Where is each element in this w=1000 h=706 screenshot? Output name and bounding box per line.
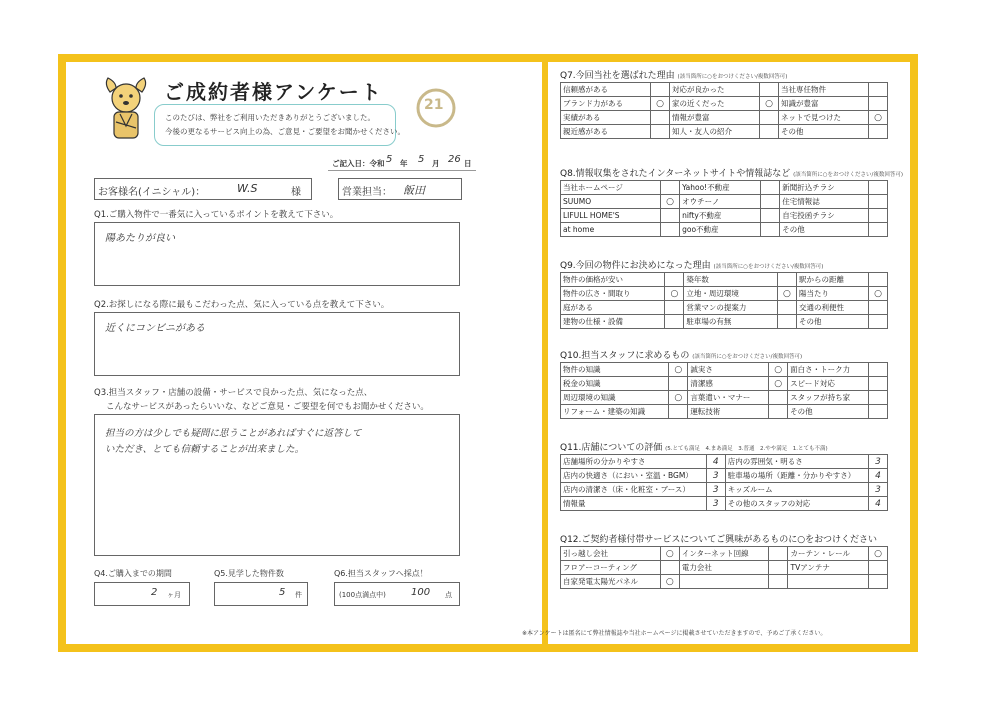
q3-answer-box[interactable] [94,414,460,556]
q7-question: Q7.今回当社を選ばれた理由 (該当箇所に○をおつけください/複数回答可) [560,71,788,81]
option-row [561,223,888,237]
option-mark[interactable] [869,315,888,329]
option-mark[interactable]: 3 [869,483,888,497]
option-mark[interactable] [769,547,788,561]
option-label: nifty不動産 [680,209,761,223]
option-label: キッズルーム [725,483,868,497]
option-row [561,561,888,575]
option-label: Yahoo!不動産 [680,181,761,195]
option-label: 引っ越し会社 [561,547,661,561]
option-label: 物件の広さ・間取り [561,287,665,301]
q4-value: 2 [151,587,158,598]
q2-answer-box[interactable] [94,312,460,376]
option-label: at home [561,223,661,237]
fill-date-day: 26 [448,154,461,165]
option-mark[interactable] [651,111,670,125]
option-label: 清潔感 [688,377,769,391]
option-label: 駅からの距離 [796,273,868,287]
staff-name: 飯田 [403,184,425,197]
staff-label: 営業担当： [342,187,392,198]
option-label: その他 [779,125,869,139]
option-label: ネットで見つけた [779,111,869,125]
option-mark[interactable]: 4 [869,469,888,483]
option-mark[interactable] [869,561,888,575]
option-label: 住宅情報誌 [780,195,869,209]
option-row [561,575,888,589]
fill-date-month: 5 [418,154,425,165]
option-mark[interactable] [661,223,680,237]
option-mark[interactable]: 3 [706,483,725,497]
option-label: 駐車場の有無 [684,315,778,329]
survey-sheet [58,54,918,652]
option-mark[interactable] [665,273,684,287]
q10-question: Q10.担当スタッフに求めるもの (該当箇所に○をおつけください/複数回答可) [560,351,803,361]
option-label: 陽当たり [796,287,868,301]
q8-table [560,180,888,237]
option-row [561,497,888,511]
option-label: TVアンテナ [788,561,869,575]
option-label: その他 [796,315,868,329]
q8-question: Q8.情報収集をされたインターネットサイトや情報誌など (該当箇所に○をおつけください/複数回答可) [560,169,903,179]
option-label: 情報量 [561,497,707,511]
option-label: 立地・周辺環境 [684,287,778,301]
option-mark[interactable] [869,195,888,209]
option-label: 周辺環境の知識 [561,391,669,405]
q6-answer-box[interactable] [334,582,460,606]
q12-question: Q12.ご契約者様付帯サービスについてご興味があるものに○をおつけください [560,535,877,545]
option-label: 新聞折込チラシ [780,181,869,195]
customer-suffix: 様 [291,187,301,198]
option-label [788,575,869,589]
option-label: 誠実さ [688,363,769,377]
option-row [561,195,888,209]
option-label: 店内の清潔さ（床・化粧室・ブース） [561,483,707,497]
option-label: オウチーノ [680,195,761,209]
option-mark[interactable]: ○ [660,575,679,589]
option-label: 店内の雰囲気・明るさ [725,455,868,469]
q11-table [560,454,888,511]
option-mark[interactable] [869,83,888,97]
option-mark[interactable] [665,315,684,329]
q1-answer-box[interactable] [94,222,460,286]
option-mark[interactable] [669,377,688,391]
option-label: フロアーコーティング [561,561,661,575]
option-mark[interactable] [760,111,779,125]
option-mark[interactable] [651,125,670,139]
option-row [561,111,888,125]
staff-field[interactable] [338,178,462,200]
fill-date-year: 5 [386,154,393,165]
option-mark[interactable] [761,209,780,223]
option-mark[interactable]: ○ [760,97,779,111]
dog-mascot-icon [96,70,156,142]
option-mark[interactable]: ○ [769,377,788,391]
greeting-bubble [154,104,405,146]
option-mark[interactable] [869,97,888,111]
customer-field[interactable] [94,178,312,200]
option-mark[interactable]: ○ [651,97,670,111]
q6-value: 100 [411,587,431,598]
option-mark[interactable] [869,125,888,139]
option-row [561,405,888,419]
q2-answer: 近くにコンビニがある [105,323,205,334]
option-mark[interactable] [869,391,888,405]
option-label: 自家発電太陽光パネル [561,575,661,589]
q3-question-line-1: Q3.担当スタッフ・店舗の設備・サービスで良かった点、気になった点、 [94,388,373,398]
option-label: その他 [788,405,869,419]
option-label: 面白さ・トーク力 [788,363,869,377]
option-mark[interactable]: ○ [661,195,680,209]
option-mark[interactable] [777,315,796,329]
option-mark[interactable] [869,223,888,237]
option-label: 知識が豊富 [779,97,869,111]
option-label: goo不動産 [680,223,761,237]
option-label: 自宅投函チラシ [780,209,869,223]
q9-table [560,272,888,329]
survey-title: ご成約者様アンケート [164,80,383,104]
option-mark[interactable]: 3 [706,469,725,483]
option-mark[interactable]: ○ [869,287,888,301]
q2-question: Q2.お探しになる際に最もこだわった点、気に入っている点を教えて下さい。 [94,300,390,310]
option-label: 築年数 [684,273,778,287]
option-label: 知人・友人の紹介 [670,125,760,139]
option-label [679,575,769,589]
option-label: カーテン・レール [788,547,869,561]
option-label: 情報が豊富 [670,111,760,125]
option-row [561,209,888,223]
option-label: 庭がある [561,301,665,315]
option-mark[interactable]: 3 [706,497,725,511]
option-mark[interactable] [661,181,680,195]
q3-question-line-2: こんなサービスがあったらいいな、などご意見・ご要望を何でもお聞かせください。 [106,402,429,412]
option-mark[interactable] [761,181,780,195]
option-mark[interactable]: 4 [706,455,725,469]
fill-date-label: ご記入日：令和 [332,159,385,168]
option-row [561,181,888,195]
option-mark[interactable]: 4 [869,497,888,511]
option-label: その他 [780,223,869,237]
q11-question: Q11.店舗についての評価 (5.とても満足 4.まあ満足 3.普通 2.やや満足 1.とても不満) [560,443,828,453]
option-mark[interactable] [769,391,788,405]
q5-answer-box[interactable] [214,582,308,606]
option-mark[interactable] [760,83,779,97]
option-label: ブランド力がある [561,97,651,111]
option-mark[interactable] [869,181,888,195]
option-mark[interactable] [651,83,670,97]
option-label: 営業マンの提案力 [684,301,778,315]
q1-question: Q1.ご購入物件で一番気に入っているポイントを教えて下さい。 [94,210,339,220]
option-label: SUUMO [561,195,661,209]
option-row [561,483,888,497]
option-row [561,83,888,97]
option-label: スピード対応 [788,377,869,391]
option-label: その他のスタッフの対応 [725,497,868,511]
option-row [561,363,888,377]
option-label: 店舗場所の分かりやすさ [561,455,707,469]
option-mark[interactable]: ○ [869,547,888,561]
option-mark[interactable] [760,125,779,139]
option-label: 物件の知識 [561,363,669,377]
option-mark[interactable]: 3 [869,455,888,469]
option-label: 税金の知識 [561,377,669,391]
option-label: 親近感がある [561,125,651,139]
q9-question: Q9.今回の物件にお決めになった理由 (該当箇所に○をおつけください/複数回答可) [560,261,824,271]
option-mark[interactable] [661,209,680,223]
fill-date-year-unit: 年 [400,159,408,168]
option-row [561,455,888,469]
option-row [561,391,888,405]
q5-unit: 件 [295,591,302,599]
logo-number: 21 [424,97,444,113]
option-mark[interactable]: ○ [669,363,688,377]
option-row [561,301,888,315]
q5-value: 5 [279,587,286,598]
option-mark[interactable] [869,405,888,419]
option-label: 当社専任物件 [779,83,869,97]
option-label: LIFULL HOME'S [561,209,661,223]
option-mark[interactable] [869,301,888,315]
q4-question: Q4.ご購入までの期間 [94,569,172,578]
fill-date-day-unit: 日 [464,159,472,168]
option-label: 信頼感がある [561,83,651,97]
option-mark[interactable] [769,405,788,419]
q3-answer-line-2: いただき、とても信頼することが出来ました。 [105,444,305,455]
option-label: 言葉遣い・マナー [688,391,769,405]
option-label: 交通の利便性 [796,301,868,315]
option-row [561,273,888,287]
customer-initials: W.S [237,182,258,195]
option-mark[interactable] [665,301,684,315]
option-mark[interactable] [869,209,888,223]
option-row [561,125,888,139]
option-label: 対応が良かった [670,83,760,97]
option-label: インターネット回線 [679,547,769,561]
q3-answer-line-1: 担当の方は少しでも疑問に思うことがあればすぐに返答して [105,428,362,439]
option-row [561,315,888,329]
option-mark[interactable] [777,301,796,315]
option-mark[interactable]: ○ [669,391,688,405]
option-label: リフォーム・建築の知識 [561,405,669,419]
customer-label: お客様名(イニシャル)： [98,187,206,198]
option-mark[interactable] [660,561,679,575]
option-mark[interactable] [769,561,788,575]
option-mark[interactable]: ○ [777,287,796,301]
q6-unit: 点 [445,591,452,599]
option-row [561,287,888,301]
option-label: 当社ホームページ [561,181,661,195]
option-label: 建物の仕様・設備 [561,315,665,329]
q6-question: Q6.担当スタッフへ採点！ [334,569,428,578]
option-mark[interactable] [761,223,780,237]
greeting-line-1: このたびは、弊社をご利用いただきありがとうございました。 [165,113,375,122]
q4-unit: ヶ月 [167,591,181,599]
option-row [561,377,888,391]
option-mark[interactable]: ○ [660,547,679,561]
option-mark[interactable] [777,273,796,287]
option-mark[interactable]: ○ [869,111,888,125]
q4-answer-box[interactable] [94,582,190,606]
center-divider [542,62,548,644]
option-mark[interactable] [869,575,888,589]
option-mark[interactable] [761,195,780,209]
greeting-line-2: 今後の更なるサービス向上の為、ご意見・ご要望をお聞かせください。 [165,127,405,136]
option-mark[interactable]: ○ [769,363,788,377]
option-label: スタッフが持ち家 [788,391,869,405]
q6-note: (100点満点中) [339,591,386,599]
q7-table [560,82,888,139]
option-mark[interactable]: ○ [665,287,684,301]
q10-table [560,362,888,419]
option-mark[interactable] [669,405,688,419]
option-mark[interactable] [769,575,788,589]
option-label: 電力会社 [679,561,769,575]
option-mark[interactable] [869,273,888,287]
option-mark[interactable] [869,377,888,391]
footnote: ※本アンケートは匿名にて弊社情報誌や当社ホームページに掲載させていただきますので、予めご了承ください。 [522,630,827,637]
option-label: 物件の価格が安い [561,273,665,287]
fill-date-month-unit: 月 [432,159,440,168]
option-label: 運転技術 [688,405,769,419]
q5-question: Q5.見学した物件数 [214,569,284,578]
option-label: 実績がある [561,111,651,125]
option-label: 店内の快適さ（におい・室温・BGM） [561,469,707,483]
q12-table [560,546,888,589]
q1-answer: 陽あたりが良い [105,233,175,244]
option-row [561,97,888,111]
option-label: 家の近くだった [670,97,760,111]
option-mark[interactable] [869,363,888,377]
option-row [561,469,888,483]
option-row [561,547,888,561]
option-label: 駐車場の場所（距離・分かりやすさ） [725,469,868,483]
